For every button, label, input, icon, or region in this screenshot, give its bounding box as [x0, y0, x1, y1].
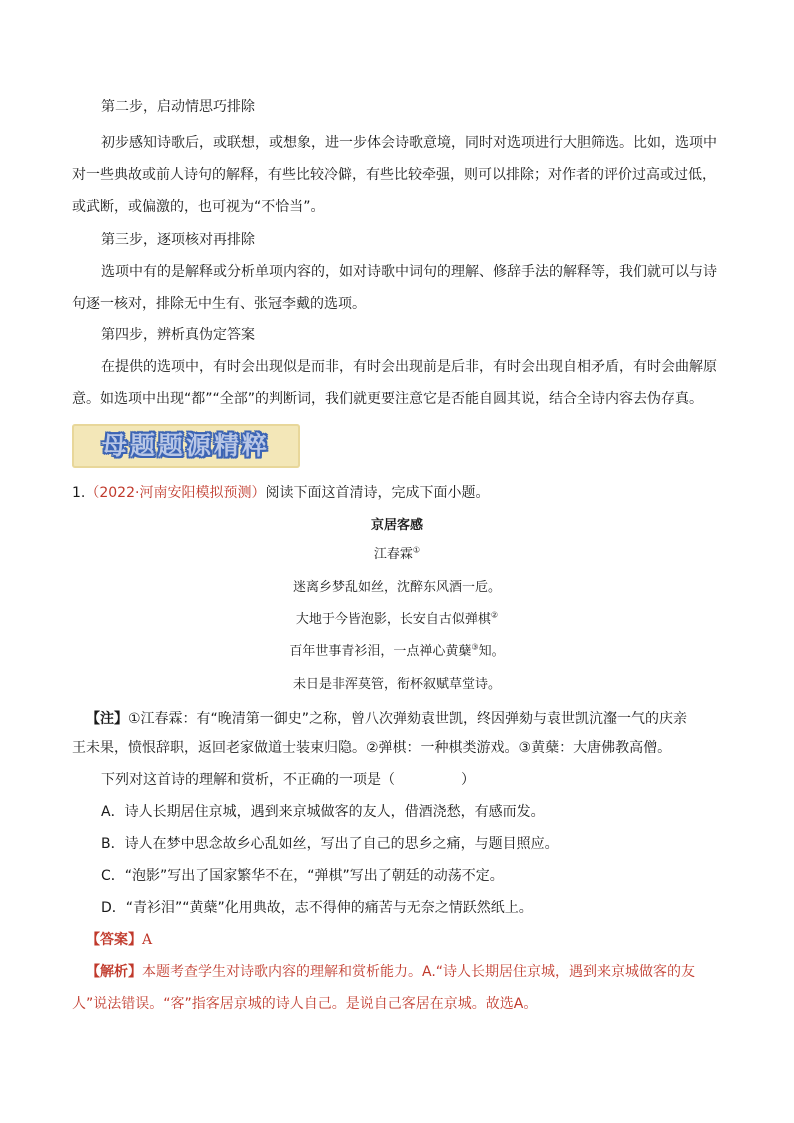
analysis-label: 【解析】	[86, 964, 142, 980]
poem-author-footnote: ①	[412, 545, 421, 555]
step4-title: 第四步，辨析真伪定答案	[101, 327, 255, 343]
answer	[86, 930, 152, 950]
step2-paragraph-line3: 或武断，或偏激的，也可视为“不恰当”。	[72, 199, 325, 215]
poem-line-2	[0, 611, 794, 629]
step3-paragraph-line1: 选项中有的是解释或分析单项内容的，如对诗歌中词句的理解、修辞手法的解释等，我们就可以与诗	[101, 264, 717, 280]
option-a: A．诗人长期居住京城，遇到来京城做客的友人，借酒浇愁，有感而发。	[101, 804, 545, 820]
analysis-text-1: 本题考查学生对诗歌内容的理解和赏析能力。A.“诗人长期居住京城，遇到来京城做客的友	[142, 964, 696, 980]
section-banner	[72, 424, 300, 468]
poem-notes-line2: 王未果，愤恨辞职，返回老家做道士装束归隐。②弹棋：一种棋类游戏。③黄蘖：大唐佛教高僧。	[72, 740, 672, 756]
answer-value: A	[142, 932, 153, 948]
note-text-1: ①江春霖：有“晚清第一御史”之称，曾八次弹劾袁世凯，终因弹劾与袁世凯沆瀣一气的庆亲	[128, 711, 688, 727]
answer-label: 【答案】	[86, 932, 142, 948]
poem-line-1: 迷离乡梦乱如丝，沈醉东风酒一卮。	[292, 580, 501, 595]
poem-title: 京居客感	[370, 518, 423, 533]
option-b: B．诗人在梦中思念故乡心乱如丝，写出了自己的思乡之痛，与题目照应。	[101, 836, 559, 852]
poem-line-3-text-a: 百年世事青衫泪，一点禅心黄蘖	[289, 644, 472, 659]
poem-line-2-footnote: ②	[490, 610, 499, 620]
analysis-line1	[86, 962, 695, 982]
poem-line-3	[0, 643, 794, 661]
poem-author	[0, 546, 794, 564]
question-stem-text: 下列对这首诗的理解和赏析，不正确的一项是（	[101, 772, 395, 788]
section-banner-label: 母题题源精粹	[101, 431, 270, 460]
step4-paragraph-line2: 意。如选项中出现“都”“全部”的判断词，我们就更要注意它是否能自圆其说，结合全诗内容去伪存真。	[72, 391, 704, 407]
question-stem	[101, 770, 475, 790]
step2-paragraph-line2: 对一些典故或前人诗句的解释，有些比较冷僻，有些比较牵强，则可以排除；对作者的评价过高或过低，	[72, 167, 716, 183]
step2-title: 第二步，启动情思巧排除	[101, 99, 255, 115]
poem-line-3-text-b: 知。	[478, 644, 505, 659]
note-label: 【注】	[86, 711, 128, 727]
question-prompt: 阅读下面这首清诗，完成下面小题。	[265, 485, 490, 501]
poem-line-2-text: 大地于今皆泡影，长安自古似弹棋	[295, 612, 491, 627]
step4-paragraph-line1: 在提供的选项中，有时会出现似是而非，有时会出现前是后非，有时会出现自相矛盾，有时会曲解原	[101, 359, 717, 375]
analysis-line2: 人”说法错误。“客”指客居京城的诗人自己。是说自己客居在京城。故选A。	[72, 996, 538, 1012]
option-c: C．“泡影”写出了国家繁华不在，“弹棋”写出了朝廷的动荡不定。	[101, 868, 504, 884]
step2-paragraph-line1: 初步感知诗歌后，或联想，或想象，进一步体会诗歌意境，同时对选项进行大胆筛选。比如，选项中	[101, 135, 717, 151]
poem-line-4: 未日是非浑莫管，衔杯叙赋草堂诗。	[292, 677, 501, 692]
question-number: 1.	[72, 485, 86, 501]
question-source: （2022·河南安阳模拟预测）	[85, 485, 266, 501]
step3-paragraph-line2: 句逐一核对，排除无中生有、张冠李戴的选项。	[72, 296, 366, 312]
step3-title: 第三步，逐项核对再排除	[101, 232, 255, 248]
option-d: D．“青衫泪”“黄蘖”化用典故，志不得伸的痛苦与无奈之情跃然纸上。	[101, 900, 533, 916]
question-header	[72, 483, 489, 503]
poem-author-name: 江春霖	[373, 547, 413, 562]
poem-notes-line1	[86, 709, 687, 729]
question-stem-close: ）	[461, 772, 475, 788]
poem-line-3-footnote: ③	[471, 642, 479, 652]
